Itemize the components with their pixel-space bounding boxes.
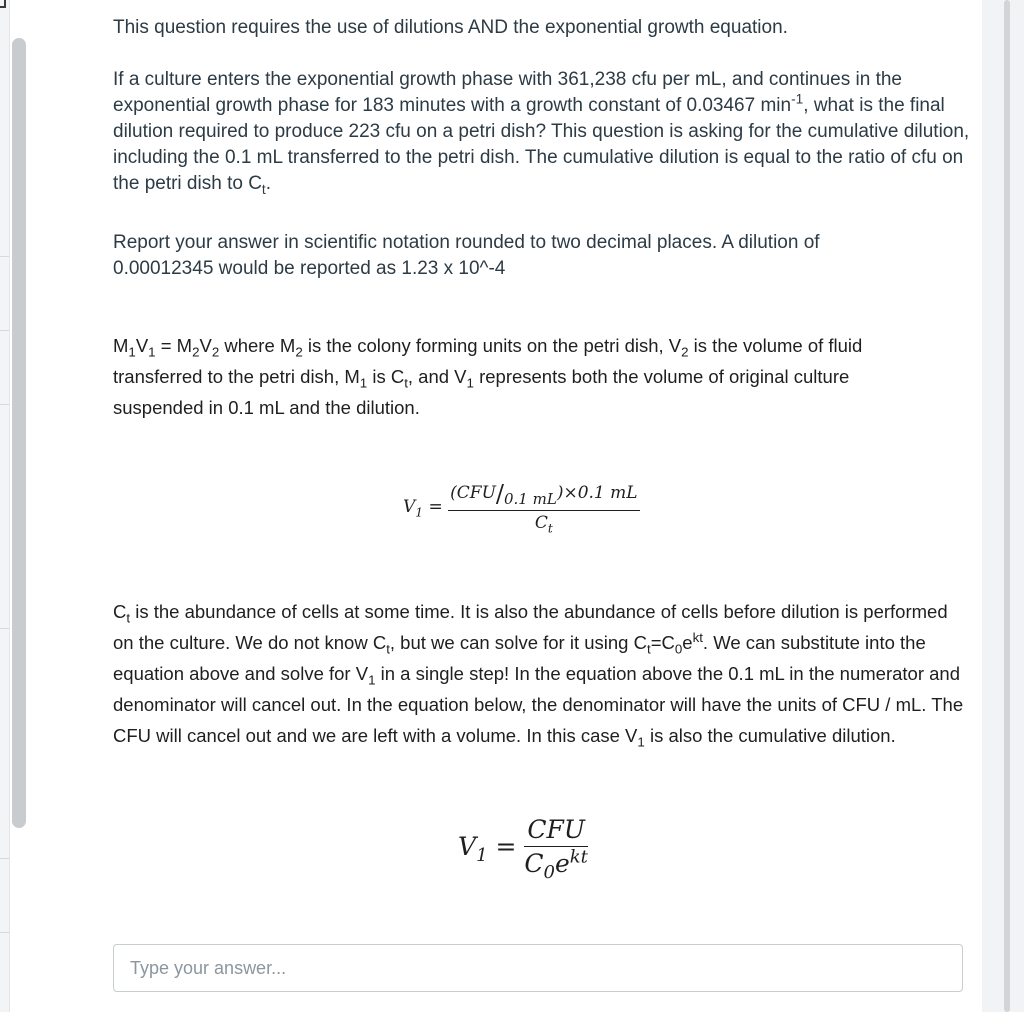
problem-text-a: If a culture enters the exponential growth phase with 361,238 cfu per mL, and continues in the exponential growth phase for 183 minutes with a growth constant of 0.03467 min [113, 69, 903, 116]
expl-text: V [135, 335, 149, 356]
num-part: )×0.1 mL [556, 483, 638, 503]
expl-sub: t [404, 375, 408, 391]
expl2-sub: t [126, 610, 131, 626]
expl-sub: 1 [359, 375, 368, 391]
formula2-equals: = [495, 832, 517, 861]
expl-text: , and V [407, 366, 467, 387]
formula-v: V [403, 496, 416, 517]
expl-text: is the volume of fluid transferred to the petri dish, M [113, 335, 863, 387]
divider [0, 858, 9, 859]
expl-sub: 2 [295, 344, 303, 360]
den2-e: e [554, 849, 570, 878]
expl2-text: C [113, 601, 127, 622]
question-report-instructions: Report your answer in scientific notation rounded to two decimal places. A dilution of 0.00012345 would be reported as 1.23 x 10^-4 [113, 232, 820, 279]
formula-sub: 1 [415, 504, 424, 519]
num-part: (CFU [450, 483, 496, 503]
expl2-text: e [682, 632, 693, 653]
growth-formula [458, 815, 588, 883]
formula2-lhs [458, 832, 524, 866]
expl-sub: 2 [192, 344, 200, 360]
expl-sub: 1 [148, 344, 156, 360]
expl2-text: is the abundance of cells at some time. It is also the abundance of cells before dilution is performed on the culture. We do not know C [113, 601, 948, 653]
formula-lhs [403, 497, 448, 517]
formula2-fraction [524, 815, 588, 883]
divider [0, 256, 9, 257]
expl-text: is C [367, 366, 405, 387]
expl-text: represents both the volume of original culture suspended in 0.1 mL and the dilution. [113, 366, 850, 418]
formula-numerator [448, 480, 639, 511]
den-sub: t [547, 521, 553, 536]
corner-bracket-icon [0, 0, 6, 8]
divider [0, 628, 9, 629]
expl-sub: 1 [128, 344, 136, 360]
formula-denominator [448, 511, 639, 536]
dilution-formula [403, 480, 640, 536]
question-problem [113, 67, 973, 197]
right-gutter [982, 0, 1024, 1012]
num-part: 0.1 mL [504, 490, 557, 508]
left-panel-strip [0, 0, 10, 1012]
explanation-dilution [113, 330, 943, 423]
divider [0, 404, 9, 405]
expl2-text: , but we can solve for it using C [389, 632, 647, 653]
left-scrollbar-thumb[interactable] [12, 38, 26, 828]
expl2-text: . We can substitute into the equation above and solve for V [113, 632, 926, 684]
expl-sub: 2 [211, 344, 220, 360]
expl2-sup: kt [692, 629, 703, 645]
formula2-sub: 1 [476, 845, 488, 866]
den2-sub: 0 [543, 862, 555, 883]
den-part: C [534, 513, 548, 533]
expl2-sub: 1 [368, 672, 376, 688]
expl2-sub: 1 [637, 734, 645, 750]
expl-text: = M [155, 335, 193, 356]
formula-fraction [448, 480, 639, 536]
expl2-text: is also the cumulative dilution. [644, 725, 896, 746]
expl-text: V [199, 335, 212, 356]
problem-sub: t [261, 181, 266, 197]
explanation-growth [113, 596, 965, 751]
problem-end: . [265, 173, 272, 194]
expl-sub: 1 [466, 375, 474, 391]
expl-text: M [113, 335, 129, 356]
right-scrollbar-track[interactable] [1004, 0, 1010, 1012]
divider [0, 932, 9, 933]
problem-text-b: , what is the final dilution required to produce 223 cfu on a petri dish? This question is asking for the cumulative dilution, including the 0.1 mL transferred to the petri dish. The cumulative dilution is equal to the ratio of cfu on the petri dish to C [113, 95, 970, 194]
question-intro: This question requires the use of dilutions AND the exponential growth equation. [113, 17, 788, 38]
formula2-denominator [524, 846, 588, 883]
den2-sup: kt [569, 846, 588, 868]
expl2-sub: t [646, 641, 651, 657]
expl2-sub: t [386, 641, 390, 657]
expl2-text: =C [650, 632, 675, 653]
formula-equals: = [428, 496, 443, 517]
answer-input[interactable] [113, 944, 963, 992]
divider [0, 330, 9, 331]
expl-text: where M [219, 335, 296, 356]
num-slash: / [495, 480, 504, 508]
den2-part: C [524, 849, 544, 878]
problem-sup: -1 [791, 91, 804, 107]
expl2-text: in a single step! In the equation above the 0.1 mL in the numerator and denominator will cancel out. In the equation below, the denominator will have the units of CFU / mL. The CFU will cancel out and we are left with a volume. In this case V [113, 663, 964, 746]
formula2-numerator: CFU [524, 815, 588, 847]
expl2-sub: 0 [674, 641, 683, 657]
expl-sub: 2 [681, 344, 689, 360]
formula2-v: V [458, 832, 477, 861]
expl-text: is the colony forming units on the petri dish, V [302, 335, 682, 356]
